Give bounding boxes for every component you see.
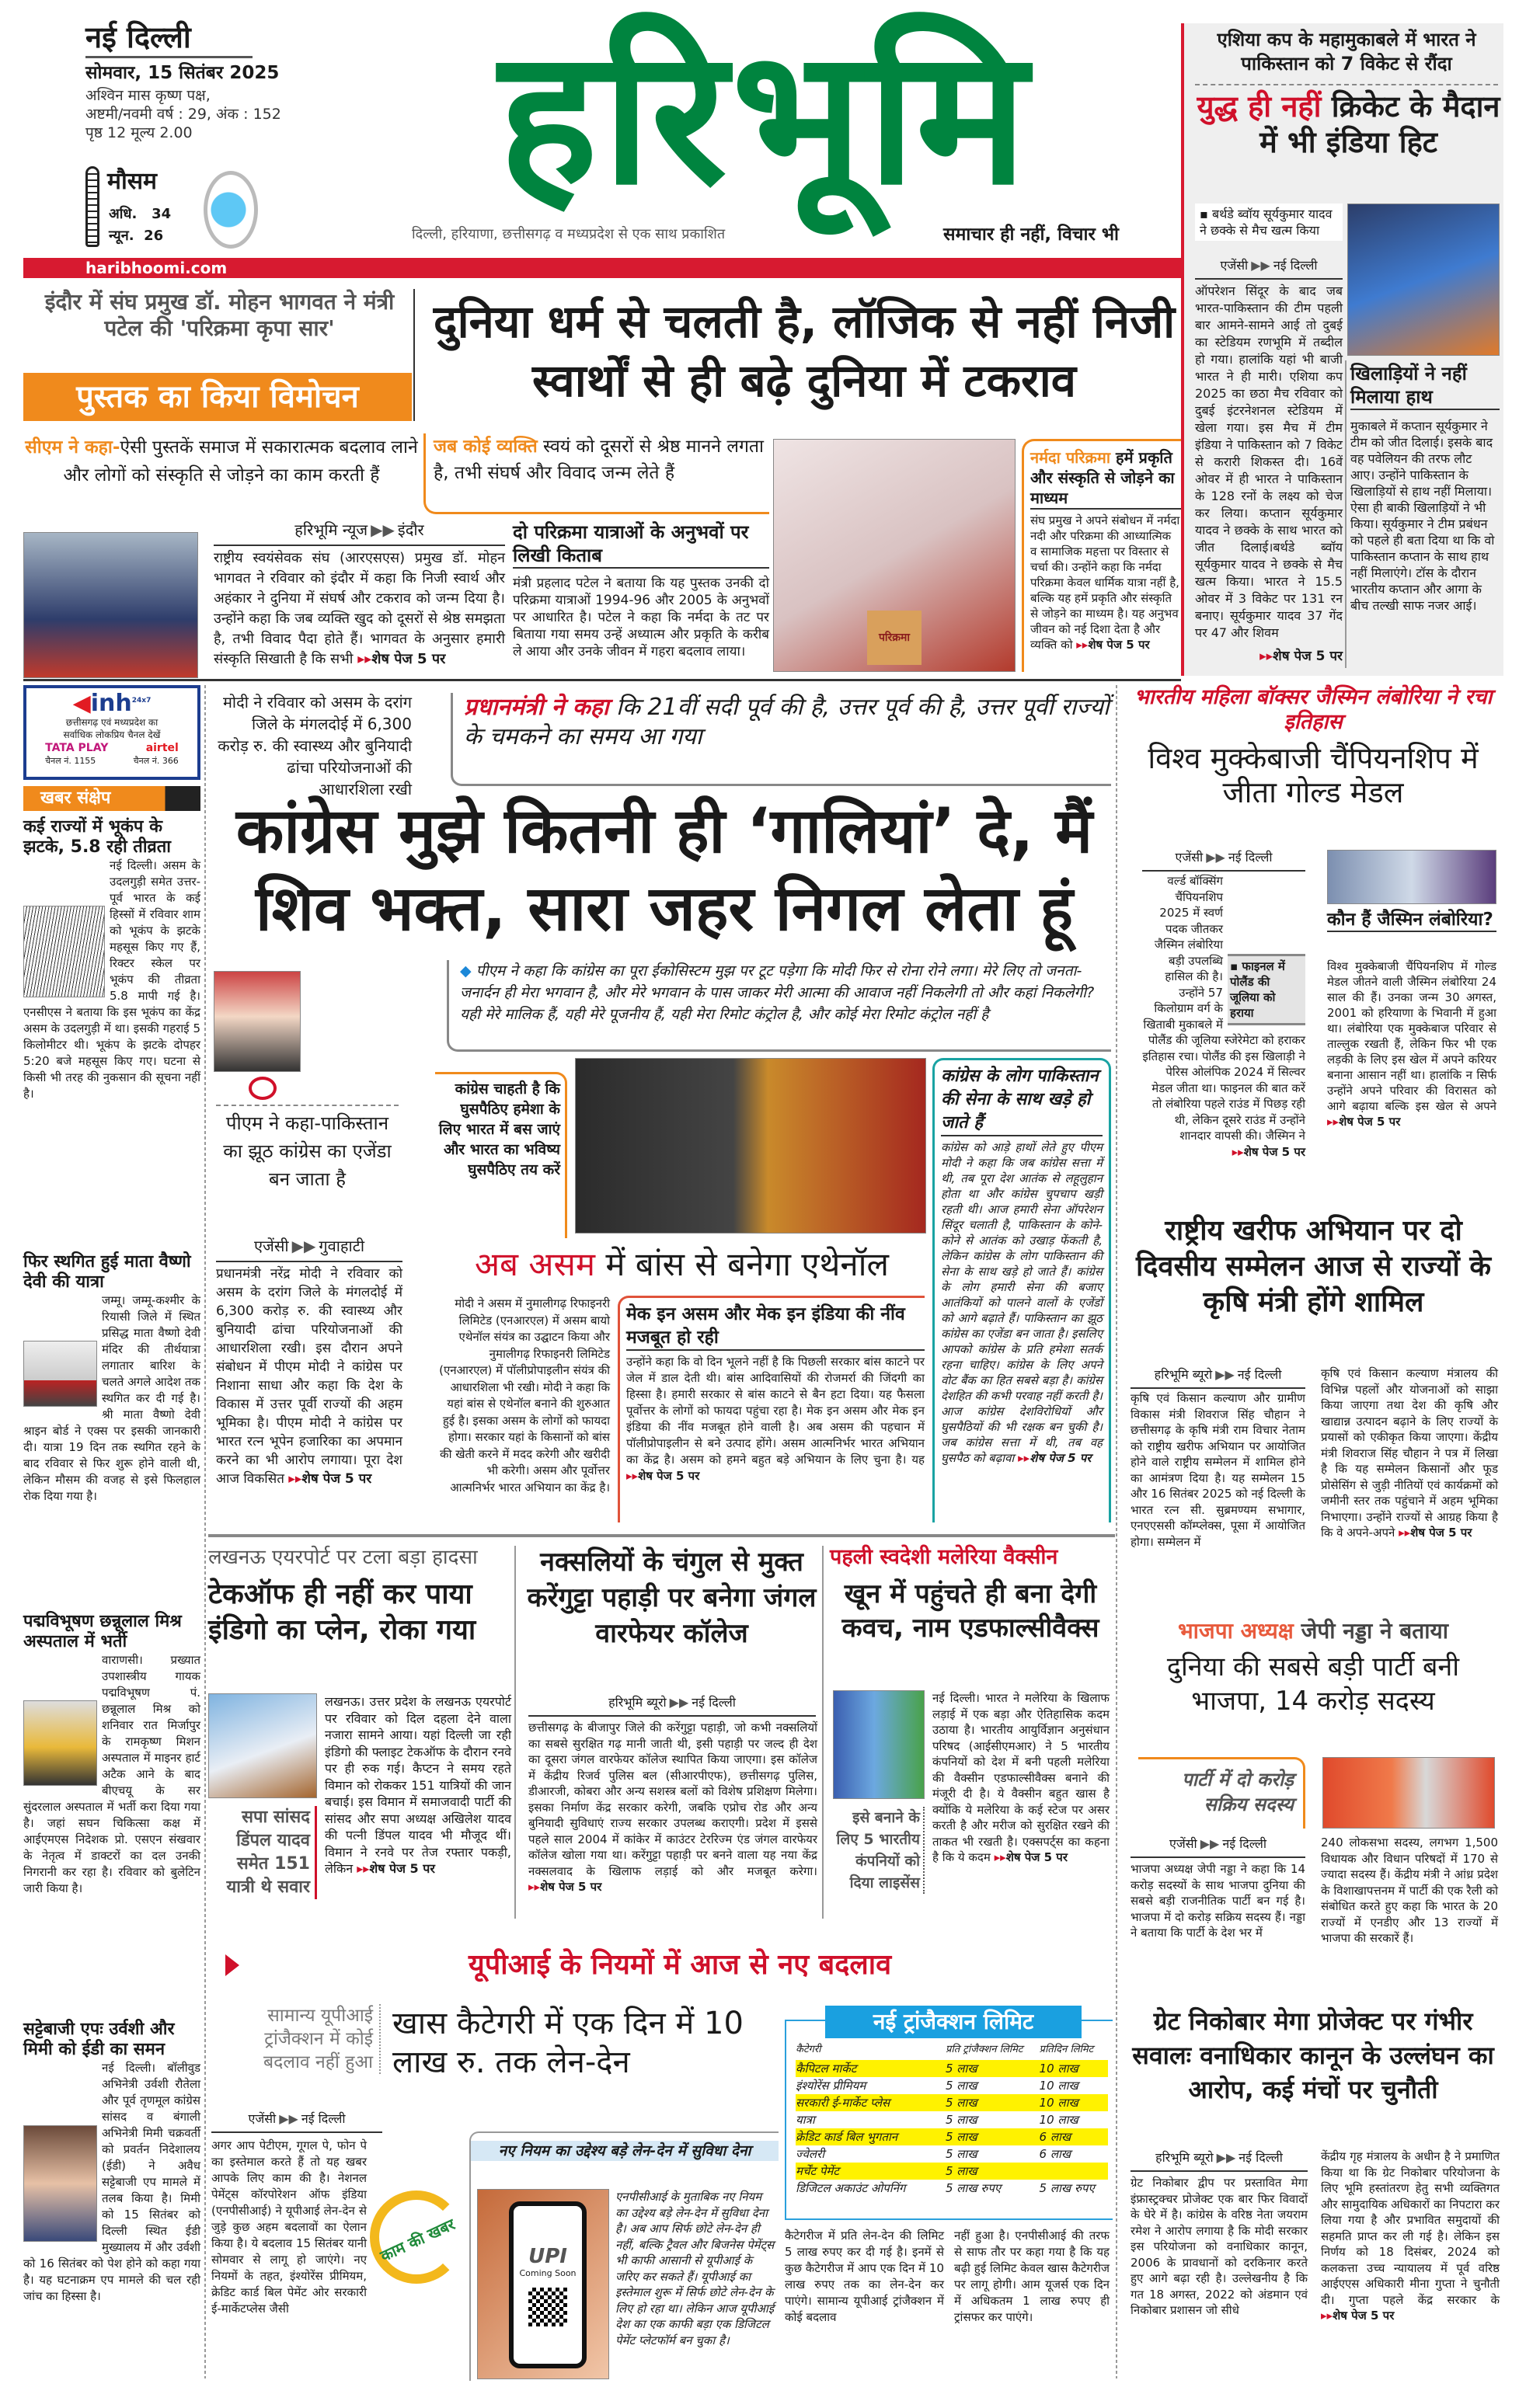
weather-box (85, 166, 287, 250)
bhagwat-body-text: राष्ट्रीय स्वयंसेवक संघ (आरएसएस) प्रमुख डॉ. मोहन भागवत ने रविवार को इंदौर में कहा कि निजी स्वार्थ और अहंकार ने दुनिया में संघर्ष और टकराव को जन्म दिया है। उन्होंने कहा कि जब व्यक्ति खुद को दूसरों से श्रेष्ठ समझता है, तभी विवाद पैदा होते हैं। भागवत के अनुसार हमारी संस्कृति सिखाती है कि सभी (214, 550, 505, 667)
divider (413, 289, 415, 421)
table-cell: 5 लाख रुपए (1039, 2181, 1095, 2195)
brief-body: नई दिल्ली। बॉलीवुड अभिनेत्री उर्वशी रौतेला और पूर्व तृणमूल कांग्रेस सांसद व बंगाली अभिनेत्री मिमी चक्रवर्ती को प्रवर्तन निदेशालय (ईडी) ने अवैध सट्टेबाजी एप मामले में तलब किया है। मिमी को 15 सितंबर को दिल्ली स्थित ईडी मुख्यालय में और उर्वशी को 16 सितंबर को पेश होने को कहा गया है। यह घटनाक्रम एप मामले की चल रही जांच का हिस्सा है। (23, 2061, 200, 2303)
section-divider (23, 679, 1181, 681)
channel-number: चैनल नं. 366 (133, 756, 179, 766)
boxing-body (1142, 873, 1305, 1195)
quote-text: ऐसी पुस्तकें समाज में सकारात्मक बदलाव लाने और लोगों को संस्कृति से जोड़ने का काम करती हैं (63, 437, 418, 485)
upi-body-2: कैटेगरीज में प्रति लेन-देन की लिमिट 5 लाख रुपए कर दी गई है। इनमें से कुछ कैटेगरीज में आप एक दिन में 10 लाख रुपए तक का लेन-देन कर पाएंगे। सामान्य यूपीआई ट्रांजैक्शन में कोई बदलाव (785, 2229, 944, 2324)
airtel-logo: airtel (145, 742, 179, 754)
edition-date: सोमवार, 15 सितंबर 2025 (85, 63, 280, 83)
boxer-photo (1327, 850, 1496, 904)
bjp-callout: पार्टी में दो करोड़ सक्रिय सदस्य (1138, 1757, 1305, 1829)
byline-place: नई दिल्ली (692, 1695, 736, 1710)
book-release-photo (773, 439, 1016, 672)
quote-text: स्वयं को दूसरों से श्रेष्ठ मानने लगता है, तभी संघर्ष और विवाद जन्म लेते हैं (434, 437, 764, 483)
book-column-body: मंत्री प्रहलाद पटेल ने बताया कि यह पुस्तक उनकी दो परिक्रमा यात्राओं 1994-96 और 2005 के अनुभवों पर आधारित है। पटेल ने कहा कि नर्मदा के तट पर बिताया गया समय उन्हें अध्यात्म और प्रकृति के करीब ले आया और उनके जीवन में गहरा बदलाव लाया। (513, 576, 769, 659)
kharif-body-right (1321, 1366, 1498, 1540)
table-cell: मर्चेंट पेमेंट (796, 2164, 839, 2178)
seismograph-photo (23, 906, 105, 997)
table-row (796, 2163, 1108, 2180)
naxal-body (528, 1720, 817, 1923)
table-cell: ज्वेलरी (796, 2147, 825, 2161)
quote-text: कि 21वीं सदी पूर्व की है, उत्तर पूर्व की है, उत्तर पूर्वी राज्यों के चमकने का समय आ गया (464, 694, 1110, 750)
byline-place: नई दिल्ली (1273, 258, 1318, 273)
temp-min (109, 227, 163, 245)
inh-channel-ad[interactable] (23, 685, 200, 780)
ethanol-body: मोदी ने असम में नुमालीगढ़ रिफाइनरी लिमिटेड (एनआरएल) में असम बायो एथेनॉल संयंत्र का उद्घाटन किया और नुमालीगढ़ रिफाइनरी लिमिटेड (एनआरएल) में पॉलीप्रोपाइलीन संयंत्र की आधारशिला भी रखी। मोदी ने कहा कि यहां बांस से एथेनॉल बनाने की शुरुआत हुई है। इसका असम के लोगों को फायदा होगा। सरकार यहां के किसानों को बांस की खेती करने में मदद करेगी और खरीदी भी करेगी। असम और पूर्वोत्तर आत्मनिर्भर भारत अभियान का केंद्र है। (439, 1296, 610, 1495)
table-cell: कैपिटल मार्केट (796, 2062, 857, 2076)
table-row (796, 2060, 1108, 2077)
byline-place: नई दिल्ली (301, 2111, 346, 2126)
make-in-assam-head: मेक इन असम और मेक इन इंडिया की नींव मजबूत हो रही (626, 1303, 925, 1351)
cricket-bullet: ▪ बर्थडे ब्वॉय सूर्यकुमार यादव ने छक्के से मैच खत्म किया (1195, 204, 1343, 241)
continued-link[interactable]: ▸▸ शेष पेज 5 पर (528, 1880, 601, 1894)
upi-phone-photo (477, 2189, 609, 2379)
table-cell: 5 लाख रुपए (945, 2181, 1002, 2195)
table-cell: 10 लाख (1039, 2113, 1078, 2127)
singer-photo (23, 1700, 97, 1786)
panchang-line: पृष्ठ 12 मूल्य 2.00 (85, 124, 193, 141)
brief-body: वाराणसी। प्रख्यात उपशास्त्रीय गायक पद्मविभूषण पं. छन्नूलाल मिश्र को शनिवार रात मिर्जापुर के रामकृष्ण मिशन अस्पताल में माइनर हार्ट अटैक आने के बाद बीएचयू के सर सुंदरलाल अस्पताल में भर्ती करा दिया गया है। जहां सघन चिकित्सा कक्ष में आईएमएस निदेशक प्रो. एसएन संखवार के नेतृत्व में डाक्टरों का दल उनकी निगरानी कर रहा है। रविवार को बुलेटिन जारी किया है। (23, 1653, 200, 1895)
table-row (796, 2077, 1108, 2094)
continued-link[interactable]: ▸▸ शेष पेज 5 पर (995, 1850, 1068, 1864)
website-bar (23, 258, 1181, 278)
quote-highlight: सीएम ने कहा- (25, 437, 120, 458)
narmada-highlight: नर्मदा परिक्रमा (1030, 448, 1111, 467)
table-row (796, 2128, 1108, 2145)
byline-place: नई दिल्ली (1239, 2150, 1283, 2165)
column-divider (514, 1546, 516, 1919)
bjp-body-left: भाजपा अध्यक्ष जेपी नड्डा ने कहा कि 14 करोड़ सदस्यों के साथ भाजपा दुनिया की सबसे बड़ी राजनीतिक पार्टी बन गई है। भाजपा में दो करोड़ सक्रिय सदस्य हैं। नड्डा ने बताया कि पार्टी के देश भर में (1131, 1862, 1305, 1940)
website-link[interactable]: haribhoomi.com (85, 259, 228, 277)
inh-brand: inh (90, 690, 132, 717)
modi-quote-box (451, 693, 1111, 786)
quote-highlight: प्रधानमंत्री ने कहा (464, 694, 609, 721)
brief-head[interactable]: पद्मविभूषण छन्नूलाल मिश्र अस्पताल में भर्ती (23, 1612, 182, 1651)
table-header: प्रतिदिन लिमिट (1039, 2044, 1094, 2055)
naxal-headline: नक्सलियों के चंगुल से मुक्त करेंगुट्टा पहाड़ी पर बनेगा जंगल वारफेयर कॉलेज (527, 1547, 817, 1649)
naxal-body-text: छत्तीसगढ़ के बीजापुर जिले की करेंगुट्टा पहाड़ी, जो कभी नक्सलियों का सबसे सुरक्षित गढ़ मानी जाती थी, इसी पहाड़ी पर जल्द ही देश का दूसरा जंगल वारफेयर कॉलेज स्थापित किया जाएगा। इस कॉलेज में केंद्रीय रिजर्व पुलिस बल (सीआरपीएफ), छत्तीसगढ़ पुलिस, डीआरजी, कोबरा और अन्य सशस्त्र बलों को विशेष प्रशिक्षण मिलेगा। इसका निर्माण केंद्र सरकार करेगी, जबकि एप्रोच रोड और अन्य बुनियादी सुविधाएं राज्य सरकार उपलब्ध कराएगी। प्रदेश में इससे पहले साल 2004 में कांकेर में काउंटर टेररिज्म एंड जंगल वारफेयर कॉलेज खोला गया था। करेंगुट्टा पहाड़ी पर बनने वाला यह नया केंद्र नक्सलवाद के खिलाफ लड़ाई को और मजबूत करेगा। (528, 1721, 817, 1878)
temp-min-label: न्यून. (109, 228, 134, 244)
cricket-body (1195, 283, 1343, 642)
tagline: समाचार ही नहीं, विचार भी (943, 224, 1119, 245)
brief-body: नई दिल्ली। असम के उदलगुड़ी समेत उत्तर-पूर्व भारत के कई हिस्सों में रविवार शाम को भूकंप के झटके महसूस किए गए हैं, रिक्टर स्केल पर भूकंप की तीव्रता 5.8 मापी गई है। एनसीएस ने बताया कि इस भूकंप का केंद्र असम के उदलगुड़ी में था। इसकी गहराई 5 किलोमीटर थी। भूकंप के झटके दोपहर 5:20 बजे महसूस किए गए। घटना से किसी भी तरह की नुकसान की सूचना नहीं है। (23, 858, 200, 1101)
temple-photo (23, 1341, 97, 1407)
bhagwat-headline: दुनिया धर्म से चलती है, लॉजिक से नहीं निजी स्वार्थों से ही बढ़े दुनिया में टकराव (433, 295, 1176, 407)
quote-highlight: जब कोई व्यक्ति (434, 437, 538, 457)
ethanol-headline (439, 1243, 925, 1286)
bjp-kicker-text: जेपी नड्डा ने बताया (1301, 1618, 1448, 1644)
continued-link[interactable]: ▸▸ शेष पेज 5 पर (1321, 2309, 1394, 2323)
table-cell: 5 लाख (945, 2113, 977, 2127)
brief-head[interactable]: फिर स्थगित हुई माता वैष्णो देवी की यात्रा (23, 1252, 191, 1292)
table-cell: 5 लाख (945, 2147, 977, 2161)
bjp-kicker (1131, 1617, 1496, 1645)
plane-body-text: लखनऊ। उत्तर प्रदेश के लखनऊ एयरपोर्ट पर रविवार को दिल दहला देने वाला नजारा सामने आया। यहां दिल्ली जा रही इंडिगो की फ्लाइट टेकऑफ के दौरान रनवे पर ही रुक गई। कैप्टन ने समय रहते विमान को रोककर 151 यात्रियों की जान बचाई। इस विमान में समाजवादी पार्टी की सांसद और सपा अध्यक्ष अखिलेश यादव की पत्नी डिंपल यादव भी मौजूद थीं। विमान ने रनवे पर तेज रफ्तार पकड़ी, लेकिन (325, 1694, 511, 1876)
nicobar-body-right (1321, 2149, 1500, 2381)
continued-link[interactable]: ▸▸ शेष पेज 5 पर (1018, 1451, 1091, 1465)
nadda-photo (1322, 1757, 1495, 1829)
brief-item (23, 817, 200, 1244)
bhagwat-speech-photo (23, 532, 198, 678)
upi-logo: UPI (528, 2245, 567, 2268)
upi-box-head: नए नियम का उद्देश्य बड़े लेन-देन में सुविधा देना (471, 2141, 779, 2161)
newspaper-logo: हरिभूमि (498, 9, 1033, 226)
cricket-kicker: एशिया कप के महामुकाबले में भारत ने पाकिस्तान को 7 विकेट से रौंदा (1217, 29, 1476, 75)
boxing-headline: विश्व मुक्केबाजी चैंपियनशिप में जीता गोल्ड मेडल (1148, 741, 1479, 809)
plane-callout: सपा सांसद डिंपल यादव समेत 151 यात्री थे सवार (208, 1806, 317, 1899)
bjp-kicker-highlight: भाजपा अध्यक्ष (1178, 1618, 1294, 1644)
table-cell: 10 लाख (1039, 2079, 1078, 2093)
byline-agency: एजेंसी (1169, 1836, 1197, 1851)
cricket-headline-rest: क्रिकेट के मैदान में भी इंडिया हिट (1259, 89, 1500, 159)
byline-place: नई दिल्ली (1228, 850, 1273, 865)
table-cell: 6 लाख (1039, 2147, 1071, 2161)
cloud-icon (204, 171, 258, 249)
pak-quote: पीएम ने कहा-पाकिस्तान का झूठ कांग्रेस का एजेंडा बन जाता है (216, 1105, 399, 1193)
ad-line: सर्वाधिक लोकप्रिय चैनल देखें (63, 729, 161, 740)
continued-link[interactable]: ▸▸ शेष पेज 5 पर (1327, 1115, 1400, 1129)
kaam-ki-khabar-stamp (370, 2191, 463, 2284)
boxing-body-text: वर्ल्ड बॉक्सिंग चैंपियनशिप 2025 में स्वर्ण पदक जीतकर जैस्मिन लंबोरिया बड़ी उपलब्धि हासिल की है। उन्होंने 57 किलोग्राम वर्ग के खिताबी मुकाबले में पोलैंड की जूलिया स्जेरेमेटा को हराकर इतिहास रचा। पोलैंड की इस खिलाड़ी ने पेरिस ओलंपिक 2024 में सिल्वर मेडल जीता था। फाइनल की बात करें तो लंबोरिया पहले राउंड में पिछड़ रही थी, लेकिन दूसरे राउंड में उन्होंने शानदार वापसी की। जैस्मिन ने (1142, 874, 1305, 1143)
speech-bubble-icon (249, 1077, 277, 1100)
kharif-headline: राष्ट्रीय खरीफ अभियान पर दो दिवसीय सम्मेलन आज से राज्यों के कृषि मंत्री होंगे शामिल (1135, 1215, 1491, 1318)
divider (1195, 84, 1498, 85)
byline-agency: एजेंसी (254, 1237, 289, 1255)
cricket-byline: एजेंसी ▶▶ नई दिल्ली (1195, 256, 1343, 280)
narmada-body-text: संघ प्रमुख ने अपने संबोधन में नर्मदा नदी और परिक्रमा की आध्यात्मिक व सामाजिक महत्ता पर विस्तार से चर्चा की। उन्होंने कहा कि नर्मदा परिक्रमा केवल धार्मिक यात्रा नहीं है, बल्कि यह हमें प्रकृति और संस्कृति से जोड़ने का माध्यम है। यह अनुभव जीवन को नई दिशा देता है और व्यक्ति को (1030, 513, 1180, 652)
table-cell: इंश्योरेंस प्रीमियम (796, 2079, 866, 2093)
tataplay-logo: TATA PLAY (45, 742, 109, 754)
congress-army-text: कांग्रेस को आड़े हाथों लेते हुए पीएम मोदी ने कहा कि जब कांग्रेस सत्ता में थी, तब पूरा देश आतंक से लहूलुहान होता था और कांग्रेस चुपचाप खड़ी रहती थी। आज हमारी सेना ऑपरेशन सिंदूर चलाती है, पाकिस्तान के कोने-कोने से आतंक को उखाड़ फेंकती है, लेकिन कांग्रेस के लोग पाकिस्तान की सेना के साथ खड़े हो जाते हैं। कांग्रेस के लोग हमारी सेना की बजाए आतंकियों को पालने वालों के एजेंडों को आगे बढ़ाते हैं। पाकिस्तान का झूठ कांग्रेस का एजेंडा बन जाता है। इसलिए आपको कांग्रेस के प्रति हमेशा सतर्क रहना चाहिए। कांग्रेस के लिए अपने वोट बैंक का हित सबसे बड़ा है। कांग्रेस देशहित की कभी परवाह नहीं करती है। आज कांग्रेस देशविरोधियों और घुसपैठियों की भी रक्षक बन चुकी है। जब कांग्रेस सत्ता में थी, तब वह घुसपैठ को बढ़ावा (941, 1140, 1103, 1465)
table-cell (1040, 2163, 1108, 2180)
table-cell: क्रेडिट कार्ड बिल भुगतान (796, 2130, 898, 2144)
brief-item (23, 1252, 200, 1602)
upi-section-head: यूपीआई के नियमों में आज से नए बदलाव (468, 1949, 892, 1981)
boxer-profile-head: कौन हैं जैस्मिन लंबोरिया? (1327, 909, 1496, 932)
malaria-caption: इसे बनाने के लिए 5 भारतीय कंपनियों को दिया लाइसेंस (830, 1807, 925, 1894)
table-header: कैटेगरी (796, 2044, 821, 2055)
boxing-byline: एजेंसी ▶▶ नई दिल्ली (1142, 848, 1305, 872)
column-divider (1345, 360, 1347, 668)
cricket-story (1181, 23, 1503, 676)
column-divider (204, 685, 206, 2378)
modi-byline: एजेंसी ▶▶ गुवाहाटी (216, 1235, 402, 1262)
edition-city: नई दिल्ली (85, 20, 253, 58)
make-in-assam-body (626, 1354, 925, 1517)
temp-max-label: अधि. (109, 206, 138, 222)
bhagwat-kicker: इंदौर में संघ प्रमुख डॉ. मोहन भागवत ने मंत्री पटेल की 'परिक्रमा कृपा सार' (44, 289, 395, 341)
brief-item (23, 1612, 200, 2000)
ad-line: छत्तीसगढ़ एवं मध्यप्रदेश का (65, 717, 159, 728)
inh-sub: 24x7 (131, 697, 152, 705)
table-cell: 5 लाख (945, 2062, 977, 2076)
qr-code-icon (528, 2288, 567, 2326)
table-cell: 5 लाख (945, 2130, 977, 2144)
continued-link[interactable]: ▸▸ शेष पेज 5 पर (357, 1861, 435, 1876)
edition-info (85, 20, 412, 142)
table-cell: 10 लाख (1039, 2062, 1078, 2076)
continued-link[interactable]: ▸▸ शेष पेज 5 पर (1399, 1526, 1472, 1540)
congress-army-box (932, 1058, 1111, 1522)
table-row (796, 2180, 1108, 2197)
malaria-kicker: पहली स्वदेशी मलेरिया वैक्सीन (830, 1545, 1058, 1569)
malaria-body-text: नई दिल्ली। भारत ने मलेरिया के खिलाफ लड़ाई में एक बड़ा और ऐतिहासिक कदम उठाया है। भारतीय आयुर्विज्ञान अनुसंधान परिषद (आईसीएमआर) ने 5 भारतीय कंपनियों को देश में बनी पहली मलेरिया की वैक्सीन एडफाल्सीवैक्स बनाने की मंजूरी दी है। ये वैक्सीन बहुत खास है क्योंकि ये मलेरिया के कई स्टेज पर असर करती है और मरीज को सुरक्षित रखने की ताकत भी रखती है। एक्सपर्ट्स का कहना है कि ये कदम (932, 1691, 1110, 1864)
transaction-limit-table (785, 2009, 1113, 2220)
continued-link[interactable]: ▸▸ शेष पेज 5 पर (357, 651, 445, 667)
table-cell: 10 लाख (1039, 2096, 1078, 2110)
phone-screen (509, 2201, 587, 2368)
bjp-byline: एजेंसी ▶▶ नई दिल्ली (1131, 1835, 1305, 1858)
assam-event-photo (575, 1058, 926, 1234)
nicobar-body-left: ग्रेट निकोबार द्वीप पर प्रस्तावित मेगा इंफ्रास्ट्रक्चर प्रोजेक्ट एक बार फिर विवादों के घेरे में है। कांग्रेस के वरिष्ठ नेता जयराम रमेश ने आरोप लगाया है कि मोदी सरकार इस परियोजना को वनाधिकार कानून, 2006 के प्रावधानों को दरकिनार करते हुए आगे बढ़ा रही है। उल्लेखनीय है कि गत 18 अगस्त, 2022 को अंडमान एवं निकोबार प्रशासन जो सीधे (1131, 2176, 1308, 2317)
ethanol-headline-rest: में बांस से बनेगा एथेनॉल (605, 1245, 890, 1283)
bhagwat-byline: हरिभूमि न्यूज ▶▶ इंदौर (214, 519, 505, 546)
temp-min-value: 26 (144, 228, 164, 244)
byline-agency: एजेंसी (1220, 258, 1249, 273)
cricket-photo (1347, 204, 1500, 356)
brief-head[interactable]: सट्टेबाजी एपः उर्वशी और मिमी को ईडी का समन (23, 2020, 175, 2059)
nicobar-headline: ग्रेट निकोबार मेगा प्रोजेक्ट पर गंभीर सवालः वनाधिकार कानून के उल्लंघन का आरोप, कई मंचों पर चुनौती (1132, 2006, 1494, 2104)
weather-label: मौसम (107, 168, 157, 195)
section-divider (208, 1534, 1115, 1537)
plane-headline: टेकऑफ ही नहीं कर पाया इंडिगो का प्लेन, रोका गया (208, 1578, 476, 1646)
byline-agency: हरिभूमि ब्यूरो (608, 1695, 667, 1710)
column-divider (1116, 685, 1117, 2378)
bhagwat-body (214, 548, 505, 677)
stamp-text: काम की खबर (377, 2215, 458, 2266)
byline-agency: हरिभूमि न्यूज (294, 520, 368, 539)
temp-max (109, 205, 171, 224)
table-cell: सरकारी ई-मार्केट प्लेस (796, 2096, 890, 2110)
modi-photo (214, 971, 301, 1072)
upi-headline: खास कैटेगरी में एक दिन में 10 लाख रु. तक लेन-देन (392, 2006, 744, 2080)
bullet-quote-text: पीएम ने कहा कि कांग्रेस का पूरा ईकोसिस्टम मुझ पर टूट पड़ेगा कि मोदी फिर से रोना रोने लगा। मेरे लिए तो जनता-जनार्दन ही मेरा भगवान है, और मेरे भगवान के पास जाकर मेरी आत्मा की आवाज नहीं निकलेगी तो और कहां निकलेगी? यही मेरे मालिक हैं, यही मेरे पूजनीय हैं, यही मेरा रिमोट कंट्रोल है, और कोई मेरा रिमोट कंट्रोल नहीं है (460, 962, 1095, 1023)
byline-agency: एजेंसी (1175, 850, 1204, 865)
naxal-byline: हरिभूमि ब्यूरो ▶▶ नई दिल्ली (528, 1693, 816, 1717)
nicobar-byline: हरिभूमि ब्यूरो ▶▶ नई दिल्ली (1131, 2149, 1308, 2172)
cricket-body-text: ऑपरेशन सिंदूर के बाद जब भारत-पाकिस्तान की टीम पहली बार आमने-सामने आई तो दुबई का स्टेडियम रणभूमि में तब्दील हो गया। हालांकि यहां भी बाजी भारत ने ही मारी। एशिया कप 2025 का छठा मैच रविवार को दुबई इंटरनेशनल स्टेडियम में खेला गया। इस मैच में टीम इंडिया ने पाकिस्तान को 7 विकेट से करारी शिकस्त दी। 16वें ओवर में ही भारत ने पाकिस्तान के 128 रनों के लक्ष्य को चेज कर लिया। कप्तान सूर्यकुमार यादव ने छक्के के साथ भारत को जीत दिलाई।बर्थडे ब्वॉय सूर्यकुमार यादव ने छक्के से मैच खत्म किया। भारत ने 15.5 ओवर में 3 विकेट पर 131 रन बनाए। सूर्यकुमार यादव 37 गेंद पर 47 और शिवम (1195, 284, 1343, 640)
bhagwat-quote-cm (23, 433, 420, 489)
kharif-body-text: कृषि एवं किसान कल्याण मंत्रालय की विभिन्न पहलों और योजनाओं को साझा किया जाएगा तथा देश की कृषि और खाद्यान्न उत्पादन बढ़ाने के लिए राज्यों के प्रयासों को एकीकृत किया जाएगा। केंद्रीय मंत्री शिवराज सिंह चौहान ने पत्र में लिखा है कि यह सम्मेलन किसानों और फूड प्रोसेसिंग से जुड़ी नीतियों एवं कार्यक्रमों को जमीनी स्तर तक पहुंचाने में अहम भूमिका निभाएगा। उन्होंने राज्यों से आग्रह किया है कि वे अपने-अपने (1321, 1366, 1498, 1540)
make-in-assam-text: उन्होंने कहा कि वो दिन भूलने नहीं है कि पिछली सरकार बांस काटने पर जेल में डाल देती थी। बांस आदिवासियों की रोजमर्रा की जिंदगी का हिस्सा है। हमारी सरकार से बांस काटने से बैन हटा दिया। यह फैसला पूर्वोत्तर के लोगों को फायदा पहुंचा रहा है। मेक इन असम और मेक इन इंडिया की नींव मजबूत होने वाली है। अब असम की पहचान में पॉलीप्रोपाइलीन से बने उत्पाद होंगे। असम आत्मनिर्भर भारत अभियान का केंद्र है। असम को हमने बहुत बड़े अभियान के लिए चुना है। यह (626, 1355, 925, 1467)
infiltrator-quote: कांग्रेस चाहती है कि घुसपैठिए हमेशा के लिए भारत में बस जाएं और भारत का भविष्य घुसपैठिए तय करें (435, 1072, 567, 1238)
book-column-head: दो परिक्रमा यात्राओं के अनुभवों पर लिखी किताब (513, 520, 769, 569)
plane-photo (208, 1693, 317, 1798)
upi-byline: एजेंसी ▶▶ नई दिल्ली (211, 2110, 382, 2133)
cricket-bullet-text: बर्थडे ब्वॉय सूर्यकुमार यादव ने छक्के से मैच खत्म किया (1200, 207, 1333, 238)
narmada-box (1022, 439, 1181, 672)
handshake-head: खिलाड़ियों ने नहीं मिलाया हाथ (1350, 362, 1500, 410)
modi-intro: मोदी ने रविवार को असम के दरांग जिले के मंगलदोई में 6,300 करोड़ रु. की स्वास्थ्य और बुनियादी ढांचा परियोजनाओं की आधारशिला रखी (218, 693, 412, 799)
malaria-body (932, 1690, 1110, 1923)
upi-info-box (469, 2131, 779, 2381)
plane-body (325, 1693, 511, 1923)
table-cell: यात्रा (796, 2113, 815, 2127)
bjp-headline: दुनिया की सबसे बड़ी पार्टी बनी भाजपा, 14 करोड़ सदस्य (1166, 1651, 1460, 1717)
actress-photo (23, 2125, 97, 2242)
upi-body: अगर आप पेटीएम, गूगल पे, फोन पे का इस्तेमाल करते हैं तो यह खबर आपके लिए काम की है। नेशनल पेमेंट्स कॉरपोरेशन ऑफ इंडिया (एनपीसीआई) ने यूपीआई लेन-देन से जुड़े कुछ अहम बदलावों का ऐलान किया है। ये बदलाव 15 सितंबर यानी सोमवार से लागू हो जाएंगे। नए नियमों के तहत, इंश्योरेंस प्रीमियम, क्रेडिट कार्ड बिल पेमेंट ओर सरकारी ई-मार्केटप्लेस जैसी (211, 2138, 367, 2316)
kharif-byline: हरिभूमि ब्यूरो ▶▶ नई दिल्ली (1131, 1366, 1305, 1389)
byline-agency: एजेंसी (248, 2111, 277, 2126)
narmada-head-text: हमें प्रकृति और संस्कृति से जोड़ने का माध्यम (1030, 448, 1175, 507)
continued-link[interactable]: ▸▸ शेष पेज 5 पर (1076, 638, 1149, 652)
brief-body: जम्मू। जम्मू-कश्मीर के रियासी जिले में स्थित प्रसिद्ध माता वैष्णो देवी मंदिर की तीर्थयात्रा लगातार बारिश के चलते अगले आदेश तक स्थगित कर दी गई है। श्री माता वैष्णो देवी श्राइन बोर्ड ने एक्स पर इसकी जानकारी दी। यात्रा 19 दिन तक स्थगित रहने के बाद रविवार से फिर शुरू होने वाली थी, लेकिन मौसम की वजह से इसे फिलहाल रोक दिया गया है। (23, 1293, 200, 1503)
table-cell: 5 लाख (945, 2079, 977, 2093)
continued-link[interactable]: ▸▸ शेष पेज 5 पर (626, 1469, 699, 1483)
boxer-profile-text: विश्व मुक्केबाजी चैंपियनशिप में गोल्ड मेडल जीतने वाली जैस्मिन लंबोरिया 24 साल की हैं। उनका जन्म 30 अगस्त, 2001 को हरियाणा के भिवानी में हुआ था। लंबोरिया एक मुक्केबाज परिवार से ताल्लुक रखती हैं, लेकिन फिर भी एक लड़की के लिए इस खेल में अपने करियर बनाना आसान नहीं था। हालांकि न सिर्फ उन्होंने अपने परिवार की विरासत को आगे बढ़ाया बल्कि इस खेल से अपने (1327, 959, 1496, 1113)
table-header: प्रति ट्रांजैक्शन लिमिट (945, 2044, 1023, 2055)
upi-body-3: नहीं हुआ है। एनपीसीआई की तरफ से साफ तौर पर कहा गया है कि यह बढ़ी हुई लिमिट केवल खास कैटेगरीज पर लागू होगी। आम यूजर्स एक दिन में अधिकतम 1 लाख रुपए ही ट्रांसफर कर पाएंगे। (954, 2229, 1110, 2324)
narmada-body (1030, 513, 1181, 654)
plane-kicker: लखनऊ एयरपोर्ट पर टला बड़ा हादसा (208, 1546, 478, 1569)
thermometer-icon (85, 166, 99, 247)
cricket-headline (1195, 89, 1502, 160)
congress-army-head: कांग्रेस के लोग पाकिस्तान की सेना के साथ खड़े हो जाते हैं (941, 1065, 1103, 1136)
congress-army-body (941, 1140, 1103, 1505)
phone-coming-soon: Coming Soon (519, 2268, 577, 2278)
modi-bullet-quote: ◆ पीएम ने कहा कि कांग्रेस का पूरा ईकोसिस्टम मुझ पर टूट पड़ेगा कि मोदी फिर से रोना रोने लगा। मेरे लिए तो जनता-जनार्दन ही मेरा भगवान है, और मेरे भगवान के पास जाकर मेरी आत्मा की आवाज नहीं निकलेगी तो और कहां निकलेगी? यही मेरे मालिक हैं, यही मेरे पूजनीय हैं, यही मेरा रिमोट कंट्रोल है, और कोई मेरा रिमोट कंट्रोल नहीं है (447, 960, 1111, 1052)
make-in-assam-box (618, 1296, 925, 1522)
handshake-body: मुकाबले में कप्तान सूर्यकुमार ने टीम को जीत दिलाई। इसके बाद वह पवेलियन की तरफ लौट आए। उन्होंने पाकिस्तान के खिलाड़ियों से हाथ नहीं मिलाया। ऐसा ही बाकी खिलाड़ियों ने भी किया। सूर्यकुमार ने टीम प्रबंधन को पहले ही बता दिया था कि वो पाकिस्तान कप्तान के साथ हाथ नहीं मिलाएंगे। टॉस के दौरान भारतीय कप्तान और आगा के बीच तल्खी साफ नजर आई। (1350, 419, 1495, 613)
table-row (796, 2094, 1108, 2111)
table-cell: डिजिटल अकाउंट ओपनिंग (796, 2181, 906, 2195)
byline-place: गुवाहाटी (319, 1237, 364, 1255)
boxing-inset-text: फाइनल में पोलैंड की जूलिया को हराया (1230, 959, 1285, 1020)
modi-headline: कांग्रेस मुझे कितनी ही ‘गालियां’ दे, मैं शिव भक्त, सारा जहर निगल लेता हूं (235, 795, 1093, 945)
editions-line: दिल्ली, हरियाणा, छत्तीसगढ़ व मध्यप्रदेश से एक साथ प्रकाशित (412, 226, 726, 242)
table-cell: 5 लाख (945, 2164, 977, 2178)
upi-kicker: सामान्य यूपीआई ट्रांजैक्शन में कोई बदलाव नहीं हुआ (221, 2004, 381, 2074)
malaria-headline: खून में पहुंचते ही बना देगी कवच, नाम एडफाल्सीवैक्स (841, 1578, 1099, 1644)
narmada-head (1030, 447, 1181, 510)
modi-body-text: प्रधानमंत्री नरेंद्र मोदी ने रविवार को असम के दरांग जिले के मंगलदोई में 6,300 करोड़ रु. की स्वास्थ्य और बुनियादी ढांचा परियोजनाओं की आधारशिला रखी। इस दौरान अपने संबोधन में पीएम मोदी ने कांग्रेस पर निशाना साधा और कहा कि देश के विकास में उत्तर पूर्वी राज्यों की अहम भूमिका है। पीएम मोदी ने कांग्रेस पर भारत रत्न भूपेन हजारिका का अपमान करने का भी आरोप लगाया। पूरा देश आज विकसित (216, 1266, 402, 1487)
continued-link[interactable]: ▸▸ शेष पेज 5 पर (1232, 1145, 1305, 1159)
brief-label: खबर संक्षेप (23, 786, 200, 811)
brief-head[interactable]: कई राज्यों में भूकंप के झटके, 5.8 रही तीव्रता (23, 817, 172, 857)
continued-link[interactable]: ▸▸ शेष पेज 5 पर (1195, 646, 1343, 666)
bjp-body-right: 240 लोकसभा सदस्य, लगभग 1,500 विधायक और विधान परिषदों में 170 से ज्यादा सदस्य हैं। केंद्रीय मंत्री ने आंध्र प्रदेश के विशाखापत्तनम में पार्टी की एक रैली को संबोधित करते हुए कहा कि भारत के 20 राज्यों में एनडीए और 13 राज्यों में भाजपा की सरकारें हैं। (1321, 1836, 1498, 1945)
upi-arrow-icon (225, 1954, 239, 1976)
byline-place: नई दिल्ली (1237, 1367, 1282, 1382)
bhagwat-orange-box: पुस्तक का किया विमोचन (23, 373, 412, 421)
brief-item (23, 2020, 200, 2381)
modi-body (216, 1265, 402, 1524)
limit-table (796, 2043, 1108, 2197)
boxing-inset: ▪ फाइनल में पोलैंड की जूलिया को हराया (1228, 954, 1305, 1025)
panchang-line: अष्टमी/नवमी वर्ष : 29, अंक : 152 (85, 106, 281, 123)
column-divider (822, 1546, 824, 1919)
table-cell: 5 लाख (945, 2096, 977, 2110)
table-row (796, 2145, 1108, 2163)
upi-box-body: एनपीसीआई के मुताबिक नए नियम का उद्देश्य बड़े लेन-देन में सुविधा देना है। अब आप सिर्फ छोटे लेन-देन ही नहीं, बल्कि ट्रैवल और बिजनेस पेमेंट्स भी काफी आसानी से यूपीआई के जरिए कर सकते हैं। यूपीआई का इस्तेमाल शुरू में सिर्फ छोटे लेन-देन के लिए हो रहा था। लेकिन आज यूपीआई देश का एक काफी बड़ा एक डिजिटल पेमेंट प्लेटफॉर्म बन चुका है। (615, 2190, 775, 2347)
table-row (796, 2111, 1108, 2128)
byline-place: नई दिल्ली (1222, 1836, 1266, 1851)
panchang-line: अश्विन मास कृष्ण पक्ष, (85, 87, 211, 104)
continued-link[interactable]: ▸▸ शेष पेज 5 पर (288, 1471, 371, 1487)
table-cell: 6 लाख (1039, 2130, 1071, 2144)
table-title: नई ट्रांजैक्शन लिमिट (825, 2006, 1082, 2038)
book-cover-label: परिक्रमा (867, 611, 922, 665)
byline-agency: हरिभूमि ब्यूरो (1154, 1367, 1213, 1382)
temp-max-value: 34 (152, 206, 172, 222)
nicobar-body-text: केंद्रीय गृह मंत्रालय के अधीन है ने प्रमाणित किया था कि ग्रेट निकोबार परियोजना के लिए भूमि हस्तांतरण हेतु सभी व्यक्तिगत और सामुदायिक अधिकारों का निपटारा कर लिया गया है और प्रभावित समुदायों की सहमति प्राप्त कर ली गई है। लेकिन इस निर्णय को 18 दिसंबर, 2024 को कलकत्ता उच्च न्यायालय में पूर्व वरिष्ठ आईएएस अधिकारी मीना गुप्ता ने चुनौती दी। गुप्ता पहले केंद्र सरकार के (1321, 2149, 1500, 2307)
byline-place: इंदौर (397, 520, 424, 539)
boxer-profile-body (1327, 959, 1496, 1195)
boxing-kicker: भारतीय महिला बॉक्सर जैस्मिन लंबोरिया ने रचा इतिहास (1134, 685, 1493, 734)
inh-logo: ◀inh$^{24x7}$ (72, 690, 152, 717)
channel-number: चैनल नं. 1155 (45, 756, 96, 766)
ethanol-headline-red: अब असम (474, 1245, 595, 1283)
kharif-body-left: कृषि एवं किसान कल्याण और ग्रामीण विकास मंत्री शिवराज सिंह चौहान ने छत्तीसगढ़ के कृषि मंत्री राम विचार नेताम को राष्ट्रीय खरीफ अभियान पर आयोजित होने वाले राष्ट्रीय सम्मेलन में शामिल होने का आमंत्रण दिया है। यह सम्मेलन 15 और 16 सितंबर 2025 को नई दिल्ली के भारत रत्न सी. सुब्रमण्यम सभागार, एनएएससी कॉम्प्लेक्स, पूसा में आयोजित होगा। सम्मेलन में (1131, 1391, 1305, 1549)
vaccine-photo (833, 1690, 925, 1799)
bhagwat-quote-person (423, 433, 769, 514)
byline-agency: हरिभूमि ब्यूरो (1155, 2150, 1214, 2165)
cricket-headline-red: युद्ध ही नहीं (1197, 89, 1322, 124)
